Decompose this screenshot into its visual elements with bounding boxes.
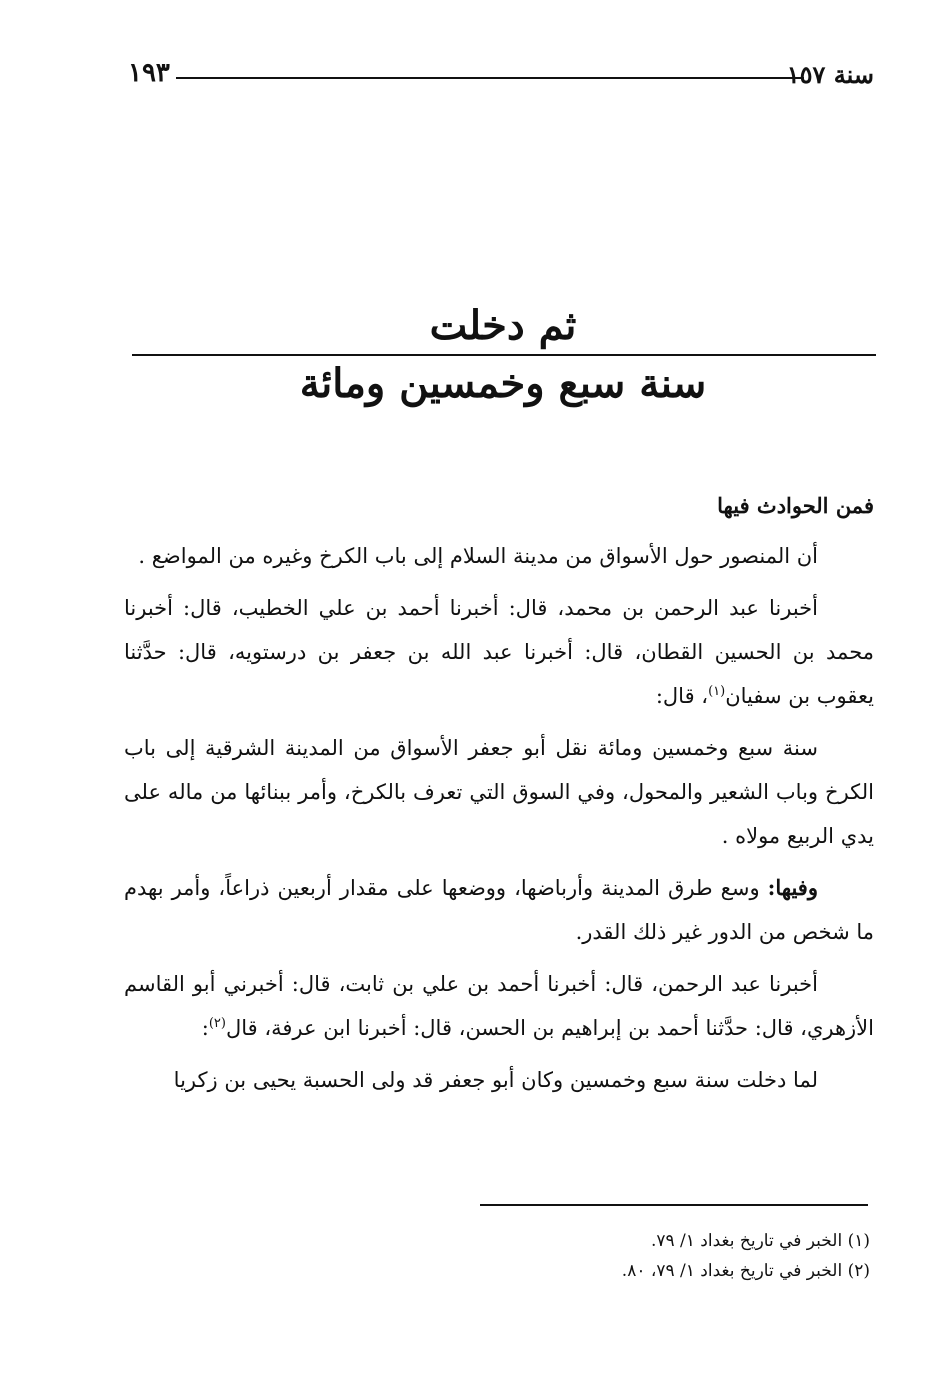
paragraph-5-text: أخبرنا عبد الرحمن، قال: أخبرنا أحمد بن علي بن ثابت، قال: أخبرني أبو القاسم الأزهري، قال: حدَّثنا أحمد بن إبراهيم بن الحسن، قال: أخبرنا ابن عرفة، قال bbox=[124, 972, 874, 1040]
paragraph-4-lead: وفيها: bbox=[767, 875, 818, 900]
paragraph-4 bbox=[124, 866, 874, 954]
paragraph-2-end: ، قال: bbox=[655, 684, 709, 708]
page-number: ١٩٣ bbox=[128, 58, 170, 88]
paragraph-2-text: أخبرنا عبد الرحمن بن محمد، قال: أخبرنا أحمد بن علي الخطيب، قال: أخبرنا محمد بن الحسين القطان، قال: أخبرنا عبد الله بن جعفر بن درستويه، قال: حدَّثنا يعقوب بن سفيان bbox=[124, 596, 874, 708]
paragraph-4-text: وسع طرق المدينة وأرباضها، ووضعها على مقدار أربعين ذراعاً، وأمر بهدم ما شخص من الدور غير ذلك القدر. bbox=[124, 876, 874, 944]
paragraph-5 bbox=[124, 962, 874, 1050]
running-title: سنة ١٥٧ bbox=[786, 60, 874, 89]
section-subhead: فمن الحوادث فيها bbox=[717, 493, 874, 518]
footnote-rule bbox=[480, 1204, 868, 1206]
chapter-heading-main: سنة سبع وخمسين ومائة bbox=[299, 360, 707, 407]
header-rule bbox=[176, 77, 804, 79]
heading-rule bbox=[132, 354, 876, 356]
paragraph-5-end: : bbox=[201, 1016, 209, 1040]
running-header bbox=[128, 58, 874, 94]
paragraph-3: سنة سبع وخمسين ومائة نقل أبو جعفر الأسواق من المدينة الشرقية إلى باب الكرخ وباب الشعير والمحول، وفي السوق التي تعرف بالكرخ، وأمر ببنائها من ماله على يدي الربيع مولاه . bbox=[124, 736, 874, 848]
footnote-ref-2: (٢) bbox=[208, 1016, 226, 1031]
footnote-ref-1: (١) bbox=[708, 684, 726, 699]
footnote-1: (١) الخبر في تاريخ بغداد ١/ ٧٩. bbox=[650, 1231, 870, 1251]
paragraph-1: أن المنصور حول الأسواق من مدينة السلام إلى باب الكرخ وغيره من المواضع . bbox=[138, 544, 818, 568]
footnotes bbox=[124, 1226, 870, 1286]
body-text bbox=[124, 484, 874, 1110]
chapter-heading-top: ثم دخلت bbox=[429, 302, 577, 349]
paragraph-6: لما دخلت سنة سبع وخمسين وكان أبو جعفر قد ولى الحسبة يحيى بن زكريا bbox=[173, 1068, 818, 1092]
footnote-2: (٢) الخبر في تاريخ بغداد ١/ ٧٩، ٨٠. bbox=[621, 1261, 870, 1281]
paragraph-2 bbox=[124, 586, 874, 718]
